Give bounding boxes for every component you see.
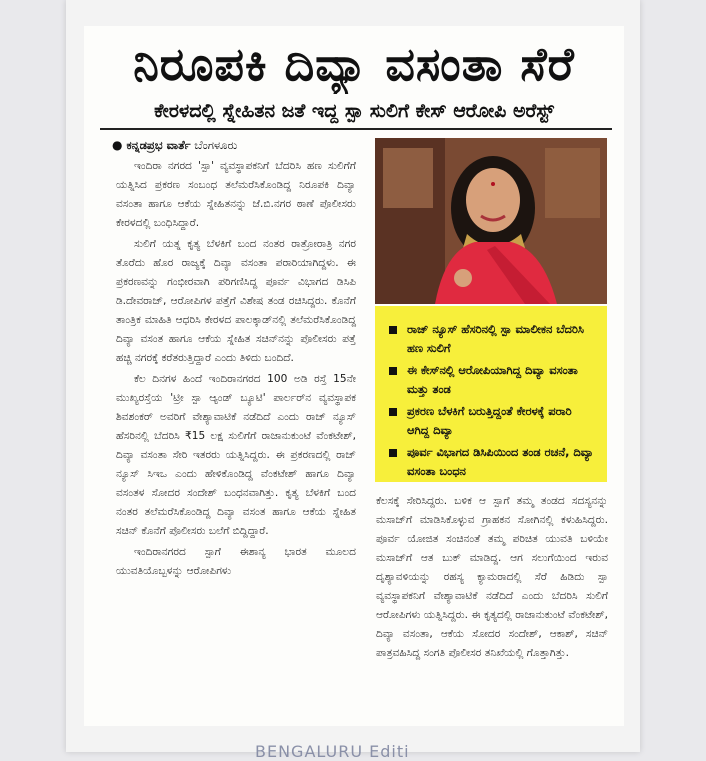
byline-source: ಕನ್ನಡಪ್ರಭ ವಾರ್ತೆ bbox=[126, 138, 191, 152]
highlights-box bbox=[375, 306, 607, 482]
highlights-list bbox=[375, 306, 607, 481]
list-item: ರಾಜ್ ನ್ಯೂಸ್ ಹೆಸರಿನಲ್ಲಿ ಸ್ಪಾ ಮಾಲೀಕನ ಬೆದರಿಸಿ ಹಣ ಸುಲಿಗೆ bbox=[387, 320, 597, 358]
paragraph: ಇಂದಿರಾನಗರದ ಸ್ಪಾಗೆ ಈಶಾನ್ಯ ಭಾರತ ಮೂಲದ ಯುವತಿಯೊಬ್ಬಳನ್ನು ಆರೋಪಿಗಳು bbox=[116, 546, 356, 577]
article-right-column bbox=[376, 492, 608, 663]
subheadline: ಕೇರಳದಲ್ಲಿ ಸ್ನೇಹಿತನ ಜತೆ ಇದ್ದ ಸ್ಪಾ ಸುಲಿಗೆ ಕೇಸ್ ಆರೋಪಿ ಅರೆಸ್ಟ್ bbox=[154, 100, 554, 122]
byline-place: ಬೆಂಗಳೂರು bbox=[194, 138, 238, 152]
article-left-column bbox=[116, 157, 356, 583]
list-item: ಈ ಕೇಸ್‌ನಲ್ಲಿ ಆರೋಪಿಯಾಗಿದ್ದ ದಿವ್ಯಾ ವಸಂತಾ ಮತ್ತು ತಂಡ bbox=[387, 361, 597, 399]
portrait-photo bbox=[375, 138, 607, 304]
news-clipping bbox=[84, 26, 624, 726]
headline: ನಿರೂಪಕಿ ದಿವ್ಯಾ ವಸಂತಾ ಸೆರೆ bbox=[133, 37, 575, 91]
list-item: ಪ್ರಕರಣ ಬೆಳಕಿಗೆ ಬರುತ್ತಿದ್ದಂತೆ ಕೇರಳಕ್ಕೆ ಪರಾರಿ ಆಗಿದ್ದ ದಿವ್ಯಾ bbox=[387, 402, 597, 440]
edition-tab[interactable]: BENGALURU Editi bbox=[255, 742, 410, 761]
divider bbox=[100, 128, 612, 130]
byline bbox=[112, 136, 362, 154]
paragraph: ಸುಲಿಗೆ ಯತ್ನ ಕೃತ್ಯ ಬೆಳಕಿಗೆ ಬಂದ ನಂತರ ರಾತ್ರೋರಾತ್ರಿ ನಗರ ತೊರೆದು ಹೊರ ರಾಜ್ಯಕ್ಕೆ ದಿವ್ಯಾ ವಸಂತಾ ಪರಾರಿಯಾಗಿದ್ದಳು. ಈ ಪ್ರಕರಣವನ್ನು ಗಂಭೀರವಾಗಿ ಪರಿಗಣಿಸಿದ್ದ ಪೂರ್ವ ವಿಭಾಗದ ಡಿಸಿಪಿ ಡಿ.ದೇವರಾಜ್, ಆರೋಪಿಗಳ ಪತ್ತೆಗೆ ವಿಶೇಷ ತಂಡ ರಚಿಸಿದ್ದರು. ಕೊನೆಗೆ ತಾಂತ್ರಿಕ ಮಾಹಿತಿ ಆಧರಿಸಿ ಕೇರಳದ ಪಾಲಕ್ಕಾಡ್‌ನಲ್ಲಿ ತಲೆಮರೆಸಿಕೊಂಡಿದ್ದ ದಿವ್ಯಾ ವಸಂತ ಹಾಗೂ ಆಕೆಯ ಸ್ನೇಹಿತ ಸಚಿನ್‌ನನ್ನು ಪೊಲೀಸರು ಪತ್ತೆ ಹಚ್ಚಿ ನಗರಕ್ಕೆ ಕರೆತರುತ್ತಿದ್ದಾರೆ ಎಂದು ತಿಳಿದು ಬಂದಿದೆ. bbox=[116, 238, 356, 364]
bullet-icon: ● bbox=[112, 138, 123, 152]
paragraph: ಕೆಲಸಕ್ಕೆ ಸೇರಿಸಿದ್ದರು. ಬಳಿಕ ಆ ಸ್ಪಾಗೆ ತಮ್ಮ ತಂಡದ ಸದಸ್ಯನನ್ನು ಮಸಾಜ್‌ಗೆ ಮಾಡಿಸಿಕೊಳ್ಳುವ ಗ್ರಾಹಕನ ಸೋಗಿನಲ್ಲಿ ಕಳುಹಿಸಿದ್ದರು. ಪೂರ್ವ ಯೋಜಿತ ಸಂಚಿನಂತೆ ತಮ್ಮ ಪರಿಚಿತ ಯುವತಿ ಬಳಿಯೇ ಮಸಾಜ್‌ಗೆ ಆತ ಬುಕ್ ಮಾಡಿದ್ದ. ಆಗ ಸಲುಗೆಯಿಂದ ಇರುವ ದೃಶ್ಯಾವಳಿಯನ್ನು ರಹಸ್ಯ ಕ್ಯಾಮರಾದಲ್ಲಿ ಸೆರೆ ಹಿಡಿದು ಸ್ಪಾ ವ್ಯವಸ್ಥಾಪಕನಿಗೆ ವೇಶ್ಯಾವಾಟಿಕೆ ನಡೆದಿದೆ ಎಂದು ಬೆದರಿಸಿ ಸುಲಿಗೆ ಆರೋಪಿಗಳು ಯತ್ನಿಸಿದ್ದರು. ಈ ಕೃತ್ಯದಲ್ಲಿ ರಾಜಾನುಕುಂಟೆ ವೆಂಕಟೇಶ್, ದಿವ್ಯಾ ವಸಂತಾ, ಆಕೆಯ ಸೋದರ ಸಂದೇಶ್, ಆಕಾಶ್, ಸಚಿನ್ ಪಾತ್ರವಹಿಸಿದ್ದ ಸಂಗತಿ ಪೊಲೀಸರ ತನಿಖೆಯಲ್ಲಿ ಗೊತ್ತಾಗಿತ್ತು. bbox=[376, 495, 608, 659]
paragraph: ಇಂದಿರಾ ನಗರದ 'ಸ್ಪಾ' ವ್ಯವಸ್ಥಾಪಕನಿಗೆ ಬೆದರಿಸಿ ಹಣ ಸುಲಿಗೆಗೆ ಯತ್ನಿಸಿದ ಪ್ರಕರಣ ಸಂಬಂಧ ತಲೆಮರೆಸಿಕೊಂಡಿದ್ದ ನಿರೂಪಕಿ ದಿವ್ಯಾ ವಸಂತಾ ಹಾಗೂ ಆಕೆಯ ಸ್ನೇಹಿತನನ್ನು ಜೆ.ಬಿ.ನಗರ ಠಾಣೆ ಪೊಲೀಸರು ಕೇರಳದಲ್ಲಿ ಬಂಧಿಸಿದ್ದಾರೆ. bbox=[116, 160, 356, 229]
paragraph: ಕೆಲ ದಿನಗಳ ಹಿಂದೆ ಇಂದಿರಾನಗರದ 100 ಅಡಿ ರಸ್ತೆ 15ನೇ ಮುಖ್ಯರಸ್ತೆಯ 'ಟ್ರೀ ಸ್ಪಾ ಆ್ಯಂಡ್ ಬ್ಯೂಟಿ' ಪಾರ್ಲರ್‌ನ ವ್ಯವಸ್ಥಾಪಕ ಶಿವಶಂಕರ್ ಅವರಿಗೆ ವೇಶ್ಯಾವಾಟಿಕೆ ನಡೆದಿದೆ ಎಂದು ರಾಜ್ ನ್ಯೂಸ್ ಹೆಸರಿನಲ್ಲಿ ಬೆದರಿಸಿ ₹15 ಲಕ್ಷ ಸುಲಿಗೆಗೆ ರಾಜಾನುಕುಂಟೆ ವೆಂಕಟೇಶ್, ದಿವ್ಯಾ ವಸಂತಾ ಸೇರಿ ಇತರರು ಯತ್ನಿಸಿದ್ದರು. ಈ ಪ್ರಕರಣದಲ್ಲಿ ರಾಜ್ ನ್ಯೂಸ್ ಸಿಇಒ ಎಂದು ಹೇಳಿಕೊಂಡಿದ್ದ ವೆಂಕಟೇಶ್ ಹಾಗೂ ದಿವ್ಯಾ ವಸಂತಳ ಸೋದರ ಸಂದೇಶ್ ಬಂಧನವಾಗಿತ್ತು. ಕೃತ್ಯ ಬೆಳಕಿಗೆ ಬಂದ ನಂತರ ತಲೆಮರೆಸಿಕೊಂಡಿದ್ದ ದಿವ್ಯಾ ವಸಂತ ಹಾಗೂ ಆಕೆಯ ಸ್ನೇಹಿತ ಸಚಿನ್ ಕೊನೆಗೆ ಪೊಲೀಸರು ಬಲೆಗೆ ಬಿದ್ದಿದ್ದಾರೆ. bbox=[116, 373, 356, 537]
list-item: ಪೂರ್ವ ವಿಭಾಗದ ಡಿಸಿಪಿಯಿಂದ ತಂಡ ರಚನೆ, ದಿವ್ಯಾ ವಸಂತಾ ಬಂಧನ bbox=[387, 443, 597, 481]
portrait-photo-image bbox=[375, 138, 607, 304]
